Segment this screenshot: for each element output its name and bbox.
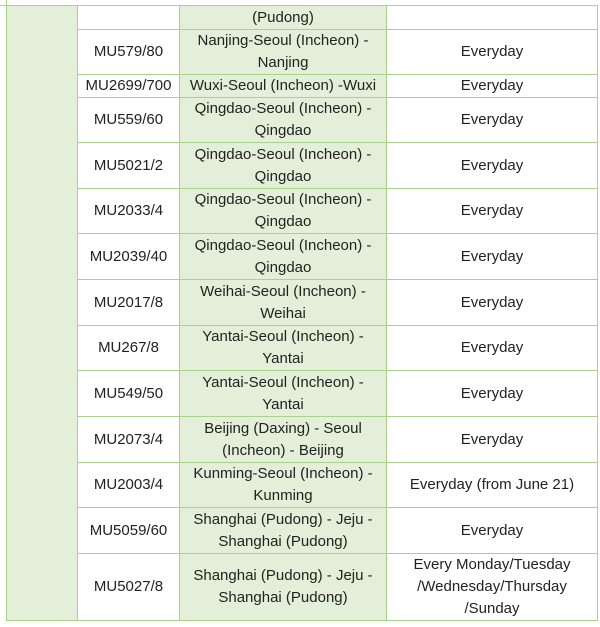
table-row bbox=[7, 30, 598, 75]
flight-number-cell: MU2033/4 bbox=[78, 189, 180, 234]
table-row bbox=[7, 554, 598, 621]
schedule-cell: Everyday bbox=[387, 234, 598, 280]
table-row bbox=[7, 75, 598, 98]
flight-number-cell: MU2003/4 bbox=[78, 463, 180, 508]
flight-number-cell: MU5027/8 bbox=[78, 554, 180, 621]
table-row bbox=[7, 143, 598, 189]
table-row bbox=[7, 371, 598, 417]
table-row bbox=[7, 463, 598, 508]
schedule-cell: Every Monday/Tuesday /Wednesday/Thursday /Sunday bbox=[387, 554, 598, 621]
table-row bbox=[7, 189, 598, 234]
table-row bbox=[7, 6, 598, 30]
schedule-cell bbox=[387, 6, 598, 30]
table-row bbox=[7, 417, 598, 463]
schedule-cell: Everyday bbox=[387, 189, 598, 234]
table-row bbox=[7, 98, 598, 143]
route-cell: Shanghai (Pudong) - Jeju - Shanghai (Pudong) bbox=[180, 508, 387, 554]
route-cell: Shanghai (Pudong) - Jeju - Shanghai (Pudong) bbox=[180, 554, 387, 621]
schedule-cell: Everyday bbox=[387, 371, 598, 417]
flight-number-cell: MU5059/60 bbox=[78, 508, 180, 554]
route-cell: Wuxi-Seoul (Incheon) -Wuxi bbox=[180, 75, 387, 98]
route-cell: Nanjing-Seoul (Incheon) - Nanjing bbox=[180, 30, 387, 75]
table-row bbox=[7, 508, 598, 554]
schedule-cell: Everyday bbox=[387, 508, 598, 554]
flight-number-cell: MU5021/2 bbox=[78, 143, 180, 189]
flight-schedule-table bbox=[6, 5, 598, 621]
route-cell: Qingdao-Seoul (Incheon) - Qingdao bbox=[180, 143, 387, 189]
schedule-cell: Everyday bbox=[387, 417, 598, 463]
route-cell: Qingdao-Seoul (Incheon) - Qingdao bbox=[180, 234, 387, 280]
schedule-cell: Everyday bbox=[387, 98, 598, 143]
flight-number-cell: MU559/60 bbox=[78, 98, 180, 143]
flight-number-cell: MU2699/700 bbox=[78, 75, 180, 98]
flight-number-cell: MU579/80 bbox=[78, 30, 180, 75]
flight-number-cell: MU549/50 bbox=[78, 371, 180, 417]
schedule-cell: Everyday (from June 21) bbox=[387, 463, 598, 508]
flight-number-cell: MU2017/8 bbox=[78, 280, 180, 326]
route-cell: Qingdao-Seoul (Incheon) - Qingdao bbox=[180, 98, 387, 143]
route-cell: Yantai-Seoul (Incheon) - Yantai bbox=[180, 371, 387, 417]
route-cell: Weihai-Seoul (Incheon) - Weihai bbox=[180, 280, 387, 326]
route-cell: Beijing (Daxing) - Seoul (Incheon) - Beijing bbox=[180, 417, 387, 463]
route-cell: Yantai-Seoul (Incheon) - Yantai bbox=[180, 326, 387, 371]
schedule-cell: Everyday bbox=[387, 326, 598, 371]
flight-number-cell: MU2073/4 bbox=[78, 417, 180, 463]
route-cell: Qingdao-Seoul (Incheon) - Qingdao bbox=[180, 189, 387, 234]
schedule-cell: Everyday bbox=[387, 143, 598, 189]
flight-number-cell: MU2039/40 bbox=[78, 234, 180, 280]
region-cell bbox=[7, 6, 78, 621]
schedule-cell: Everyday bbox=[387, 30, 598, 75]
table-row bbox=[7, 326, 598, 371]
flight-number-cell: MU267/8 bbox=[78, 326, 180, 371]
route-cell: (Pudong) bbox=[180, 6, 387, 30]
route-cell: Kunming-Seoul (Incheon) - Kunming bbox=[180, 463, 387, 508]
table-row bbox=[7, 280, 598, 326]
table-row bbox=[7, 234, 598, 280]
flight-number-cell bbox=[78, 6, 180, 30]
schedule-cell: Everyday bbox=[387, 75, 598, 98]
schedule-cell: Everyday bbox=[387, 280, 598, 326]
